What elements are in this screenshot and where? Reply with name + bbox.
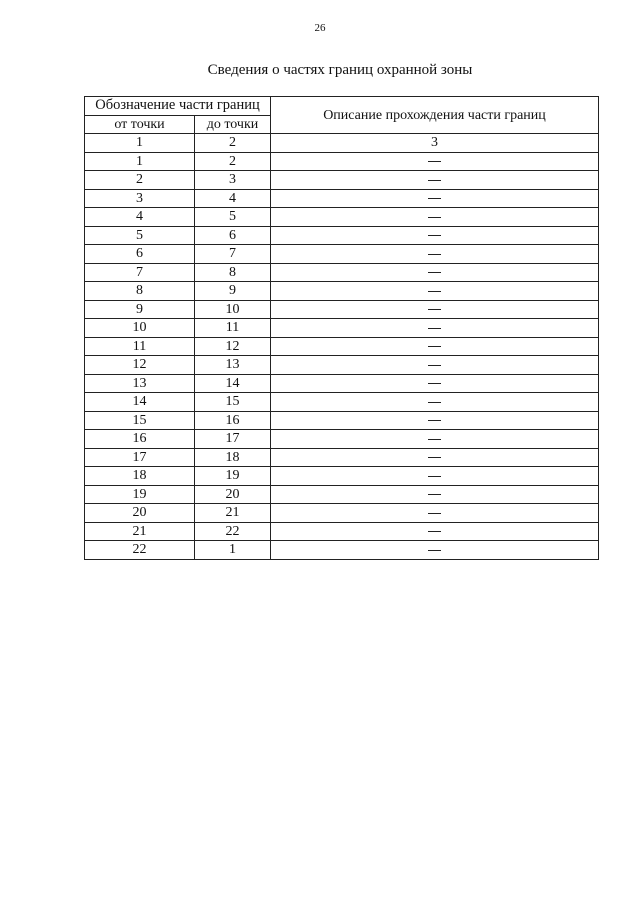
table-row — [85, 319, 599, 338]
to-point-cell: 4 — [195, 189, 271, 208]
to-point-cell: 10 — [195, 300, 271, 319]
to-point-cell: 3 — [195, 171, 271, 190]
to-point-cell: 5 — [195, 208, 271, 227]
to-point-cell: 9 — [195, 282, 271, 301]
description-cell — [271, 541, 599, 560]
from-point-cell: 22 — [85, 541, 195, 560]
to-point-cell: 8 — [195, 263, 271, 282]
to-point-cell: 15 — [195, 393, 271, 412]
description-dash — [428, 513, 441, 514]
to-point-cell: 7 — [195, 245, 271, 264]
description-cell — [271, 300, 599, 319]
description-cell — [271, 374, 599, 393]
to-point-cell: 20 — [195, 485, 271, 504]
table-row — [85, 245, 599, 264]
table-header-row — [85, 97, 599, 116]
description-dash — [428, 291, 441, 292]
description-dash — [428, 254, 441, 255]
description-dash — [428, 531, 441, 532]
description-cell — [271, 411, 599, 430]
to-point-cell: 2 — [195, 152, 271, 171]
description-cell — [271, 522, 599, 541]
from-point-cell: 11 — [85, 337, 195, 356]
from-point-cell: 6 — [85, 245, 195, 264]
to-point-cell: 12 — [195, 337, 271, 356]
from-point-cell: 4 — [85, 208, 195, 227]
table-row — [85, 226, 599, 245]
description-dash — [428, 457, 441, 458]
boundary-part-designation-header: Обозначение части границ — [85, 97, 271, 116]
to-point-cell: 18 — [195, 448, 271, 467]
table-row — [85, 337, 599, 356]
from-point-cell: 15 — [85, 411, 195, 430]
boundary-parts-table — [84, 96, 599, 560]
to-point-cell: 22 — [195, 522, 271, 541]
from-point-cell: 1 — [85, 152, 195, 171]
table-row — [85, 356, 599, 375]
to-point-cell: 6 — [195, 226, 271, 245]
table-row — [85, 171, 599, 190]
description-cell — [271, 263, 599, 282]
description-cell — [271, 393, 599, 412]
description-cell — [271, 245, 599, 264]
description-cell — [271, 337, 599, 356]
from-point-cell: 7 — [85, 263, 195, 282]
to-point-cell: 1 — [195, 541, 271, 560]
table-row — [85, 541, 599, 560]
to-point-cell: 11 — [195, 319, 271, 338]
description-cell — [271, 485, 599, 504]
description-cell — [271, 282, 599, 301]
to-point-cell: 19 — [195, 467, 271, 486]
to-point-cell: 21 — [195, 504, 271, 523]
table-row — [85, 430, 599, 449]
table-row — [85, 467, 599, 486]
table-row — [85, 282, 599, 301]
table-row — [85, 263, 599, 282]
description-dash — [428, 476, 441, 477]
description-dash — [428, 402, 441, 403]
description-cell — [271, 226, 599, 245]
description-dash — [428, 198, 441, 199]
from-point-cell: 19 — [85, 485, 195, 504]
table-row — [85, 504, 599, 523]
table-row — [85, 393, 599, 412]
from-point-cell: 18 — [85, 467, 195, 486]
to-point-cell: 16 — [195, 411, 271, 430]
description-dash — [428, 494, 441, 495]
table-row — [85, 522, 599, 541]
to-point-cell: 17 — [195, 430, 271, 449]
description-cell — [271, 171, 599, 190]
description-dash — [428, 235, 441, 236]
description-dash — [428, 365, 441, 366]
from-point-cell: 10 — [85, 319, 195, 338]
table-row — [85, 448, 599, 467]
table-row — [85, 152, 599, 171]
from-point-cell: 9 — [85, 300, 195, 319]
from-point-cell: 16 — [85, 430, 195, 449]
description-dash — [428, 550, 441, 551]
from-point-cell: 12 — [85, 356, 195, 375]
from-point-cell: 14 — [85, 393, 195, 412]
description-cell — [271, 208, 599, 227]
to-point-header: до точки — [195, 115, 271, 134]
column-number-row — [85, 134, 599, 153]
description-dash — [428, 161, 441, 162]
page-number: 26 — [314, 22, 326, 34]
column-number: 3 — [271, 134, 599, 153]
description-dash — [428, 383, 441, 384]
description-dash — [428, 328, 441, 329]
from-point-cell: 2 — [85, 171, 195, 190]
boundary-description-header: Описание прохождения части границ — [271, 97, 599, 134]
from-point-cell: 21 — [85, 522, 195, 541]
description-cell — [271, 152, 599, 171]
from-point-header: от точки — [85, 115, 195, 134]
description-dash — [428, 180, 441, 181]
to-point-cell: 14 — [195, 374, 271, 393]
from-point-cell: 13 — [85, 374, 195, 393]
table-row — [85, 485, 599, 504]
description-cell — [271, 356, 599, 375]
table-row — [85, 374, 599, 393]
column-number: 2 — [195, 134, 271, 153]
description-dash — [428, 217, 441, 218]
description-dash — [428, 420, 441, 421]
from-point-cell: 5 — [85, 226, 195, 245]
from-point-cell: 20 — [85, 504, 195, 523]
table-row — [85, 189, 599, 208]
description-dash — [428, 346, 441, 347]
to-point-cell: 13 — [195, 356, 271, 375]
column-number: 1 — [85, 134, 195, 153]
description-cell — [271, 319, 599, 338]
table-row — [85, 208, 599, 227]
description-dash — [428, 272, 441, 273]
description-cell — [271, 467, 599, 486]
description-cell — [271, 430, 599, 449]
description-cell — [271, 189, 599, 208]
from-point-cell: 3 — [85, 189, 195, 208]
description-cell — [271, 504, 599, 523]
table-row — [85, 411, 599, 430]
description-dash — [428, 309, 441, 310]
from-point-cell: 8 — [85, 282, 195, 301]
table-row — [85, 300, 599, 319]
description-cell — [271, 448, 599, 467]
description-dash — [428, 439, 441, 440]
from-point-cell: 17 — [85, 448, 195, 467]
document-title: Сведения о частях границ охранной зоны — [207, 62, 473, 78]
